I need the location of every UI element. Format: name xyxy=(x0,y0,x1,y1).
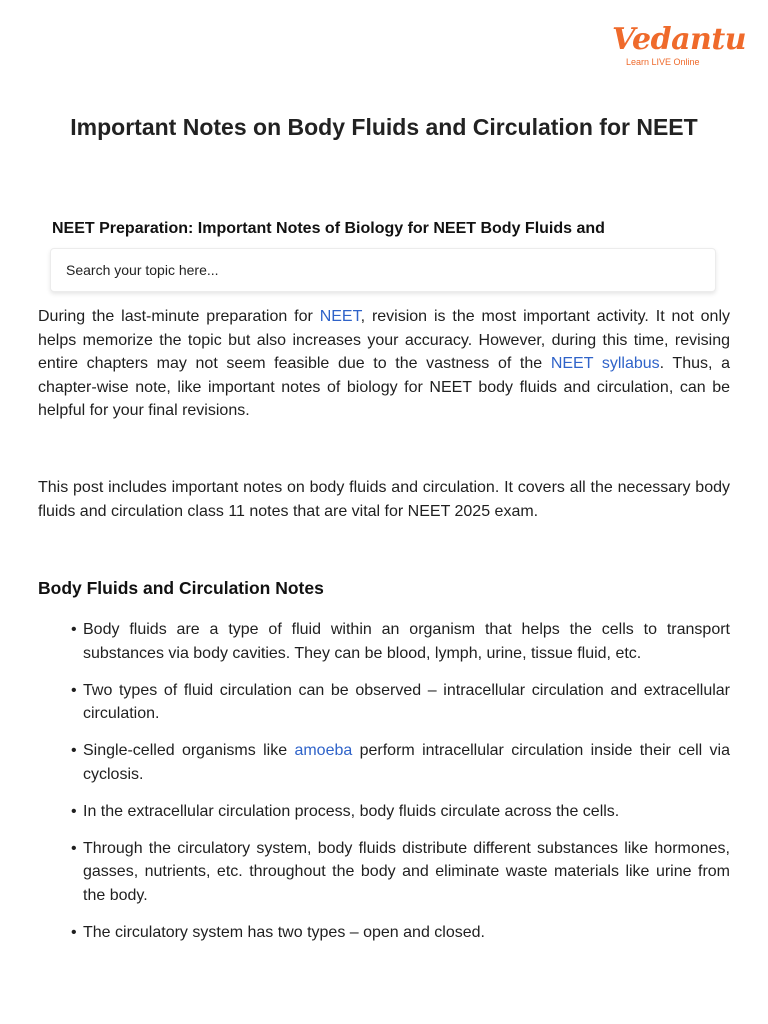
note-text: Through the circulatory system, body fluids distribute different substances like hormones, gasses, nutrients, etc. throughout the body and eliminate waste materials like urine from the body. xyxy=(83,839,730,904)
note-text-pre: Single-celled organisms like xyxy=(83,742,295,759)
note-text: The circulatory system has two types – open and closed. xyxy=(83,923,485,941)
post-summary-paragraph: This post includes important notes on body fluids and circulation. It covers all the necessary body fluids and circulation class 11 notes that are vital for NEET 2025 exam. xyxy=(38,479,730,520)
list-item xyxy=(0,739,768,786)
bullet-marker: • xyxy=(71,621,77,638)
bullet-marker: • xyxy=(71,742,77,759)
list-item xyxy=(0,618,768,665)
neet-syllabus-link[interactable]: NEET syllabus xyxy=(550,355,660,372)
intro-text-1: During the last-minute preparation for xyxy=(38,308,320,325)
search-input[interactable] xyxy=(51,249,715,291)
amoeba-link[interactable]: amoeba xyxy=(294,742,353,759)
search-box[interactable] xyxy=(50,248,716,292)
list-item xyxy=(0,921,768,945)
note-text: Body fluids are a type of fluid within an organism that helps the cells to transport substances via body cavities. They can be blood, lymph, urine, tissue fluid, etc. xyxy=(83,621,730,662)
note-text: In the extracellular circulation process, body fluids circulate across the cells. xyxy=(83,802,620,820)
list-item xyxy=(0,800,768,824)
notes-list xyxy=(0,618,768,958)
list-item xyxy=(0,837,768,908)
bullet-marker: • xyxy=(71,802,77,820)
bullet-marker: • xyxy=(71,681,77,699)
logo-tagline: Learn LIVE Online xyxy=(626,57,700,67)
notes-heading: Body Fluids and Circulation Notes xyxy=(38,578,324,598)
neet-link[interactable]: NEET xyxy=(319,308,361,325)
vedantu-logo[interactable] xyxy=(612,22,747,67)
intro-paragraph xyxy=(38,305,730,423)
page-title: Important Notes on Body Fluids and Circulation for NEET xyxy=(70,114,698,140)
section-heading: NEET Preparation: Important Notes of Biology for NEET Body Fluids and xyxy=(52,220,605,237)
intro-text-3: . Thus, a chapter-wise note, like important notes of biology for NEET body fluids and circulation, can be helpful for your final revisions. xyxy=(38,355,730,419)
intro-text-2: , revision is the most important activity. It not only helps memorize the topic but also increases your accuracy. However, during this time, revising entire chapters may not seem feasible due to the vastness of the xyxy=(38,308,731,372)
note-text-post: perform intracellular circulation inside their cell via cyclosis. xyxy=(83,742,730,783)
bullet-marker: • xyxy=(71,839,77,857)
list-item xyxy=(0,679,768,726)
bullet-marker: • xyxy=(71,923,77,941)
logo-wordmark: Vedantu xyxy=(612,22,747,57)
note-text: Two types of fluid circulation can be observed – intracellular circulation and extracellular circulation. xyxy=(83,681,730,722)
